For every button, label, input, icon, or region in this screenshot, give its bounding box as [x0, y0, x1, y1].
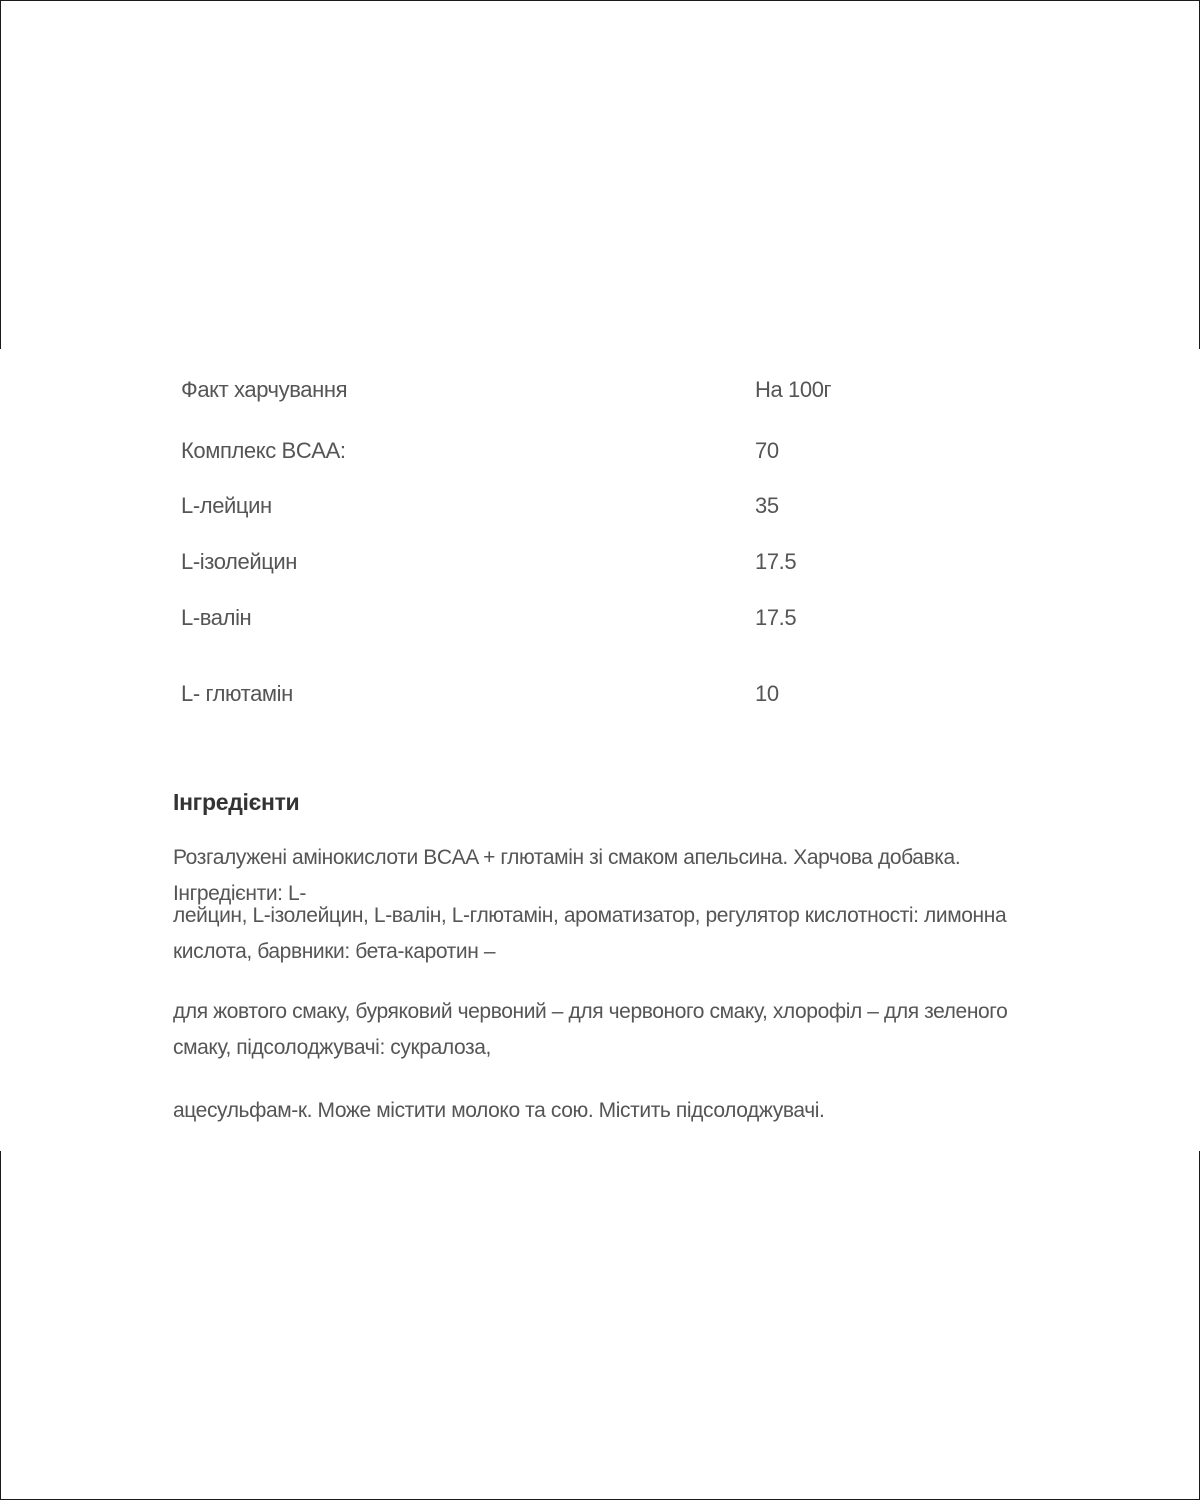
nutrition-row — [181, 486, 881, 526]
border-gap-left — [0, 349, 4, 1151]
nutrition-header-name: Факт харчування — [181, 377, 348, 402]
ingredients-title: Інгредієнти — [173, 789, 300, 815]
ingredients-paragraph: Розгалужені амінокислоти BCAA + глютамін зі смаком апельсина. Харчова добавка. Інгредієнти: L- — [173, 846, 961, 905]
nutrition-row — [181, 431, 881, 471]
ingredients-paragraph: для жовтого смаку, буряковий червоний – для червоного смаку, хлорофіл – для зеленого смаку, підсолоджувачі: сукралоза, — [173, 1000, 1008, 1059]
nutrient-value: 10 — [755, 681, 779, 706]
ingredients-paragraph: ацесульфам-к. Може містити молоко та сою. Містить підсолоджувачі. — [173, 1099, 825, 1122]
nutrient-name: L- глютамін — [181, 681, 293, 706]
nutrition-header-value: На 100г — [755, 377, 832, 402]
nutrition-row — [181, 598, 881, 638]
nutrition-row — [181, 542, 881, 582]
border-gap-right — [1196, 349, 1200, 1151]
nutrient-name: L-ізолейцин — [181, 549, 298, 574]
nutrient-name: L-лейцин — [181, 493, 272, 518]
nutrition-header-row — [181, 370, 881, 410]
nutrient-value: 70 — [755, 438, 779, 463]
nutrient-value: 17.5 — [755, 605, 797, 630]
nutrient-name: L-валін — [181, 605, 252, 630]
ingredients-paragraph: лейцин, L-ізолейцин, L-валін, L-глютамін, ароматизатор, регулятор кислотності: лимонна кислота, барвники: бета-каротин – — [173, 904, 1007, 963]
nutrient-value: 35 — [755, 493, 779, 518]
nutrient-value: 17.5 — [755, 549, 797, 574]
nutrient-name: Комплекс BCAA: — [181, 438, 346, 463]
nutrition-row — [181, 674, 881, 714]
